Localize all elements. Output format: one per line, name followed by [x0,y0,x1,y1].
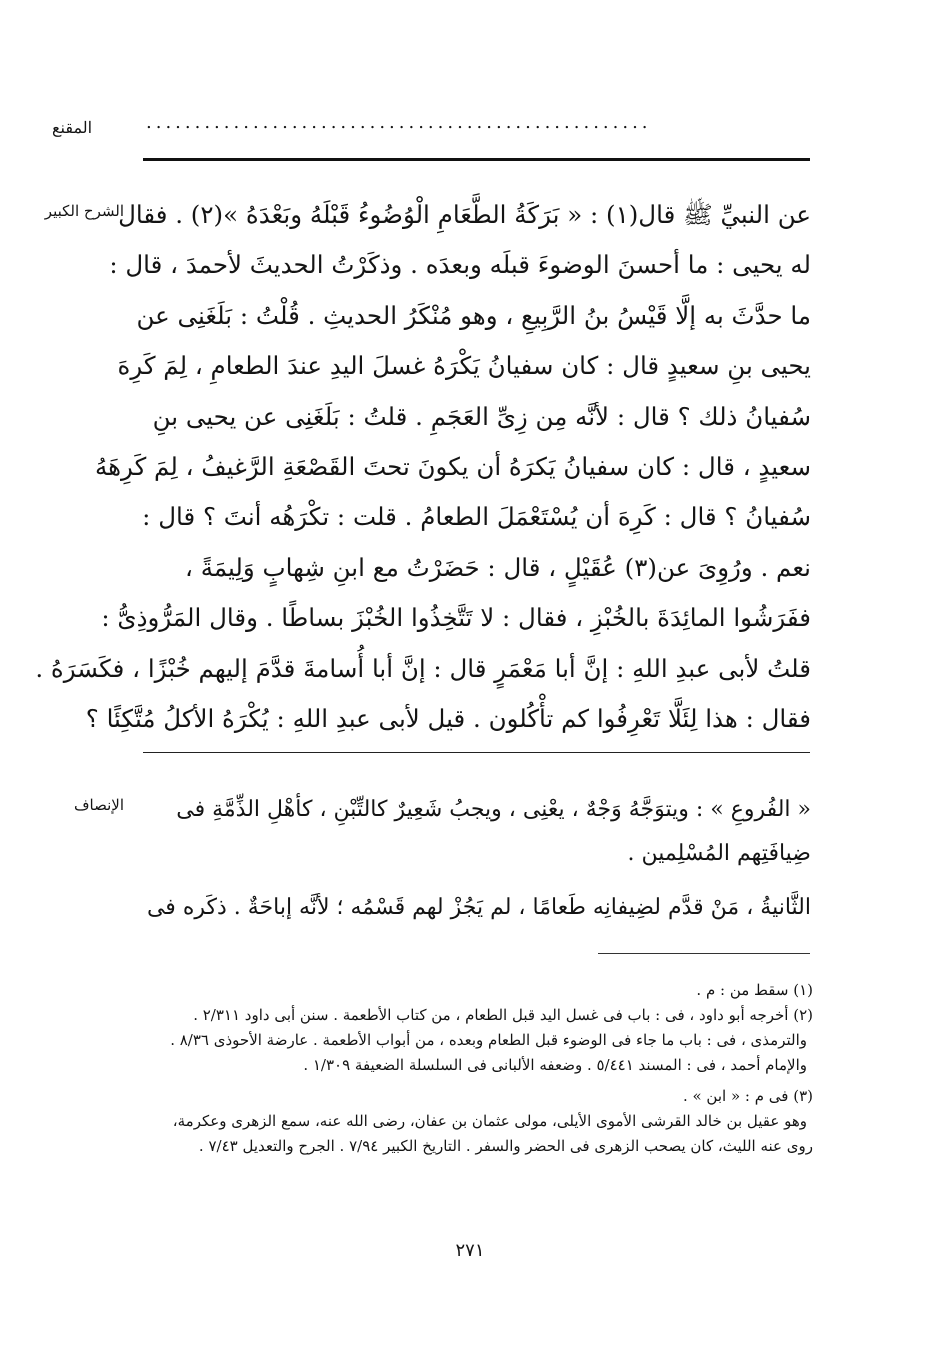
side-label-insaf: الإنصاف [73,796,124,814]
sharh-line: ما حدَّثَ به إلَّا قَيْسُ بنُ الرَّبِيعِ ، وهو مُنْكَرُ الحديثِ . قُلْتُ : بَلَغَنِى عن [136,300,811,330]
sharh-line: سُفيانُ ذلك ؟ قال : لأنَّه مِن زِىِّ العَجَمِ . قلتُ : بَلَغَنِى عن يحيى بنِ [152,401,811,431]
sharh-line: يحيى بنِ سعيدٍ قال : كان سفيانُ يَكْرَهُ غسلَ اليدِ عندَ الطعامِ ، لِمَ كَرِهَ [117,351,811,381]
insaf-body [143,788,811,876]
side-label-sharh: الشرح الكبير [44,202,124,220]
insaf-paragraph-2 [143,886,811,930]
sharh-line: عن النبيِّ ﷺ قال(١) : « بَرَكَةُ الطَّعَامِ الْوُضُوءُ قَبْلَهُ وبَعْدَهُ »(٢) . فقال [118,200,811,229]
running-header-title: المقنع [52,118,93,137]
footnote-3-cont: روى عنه الليث، كان يصحب الزهرى فى الحضر والسفر . التاريخ الكبير ٧/٩٤ . الجرح والتعديل ٧/٤٣ . [198,1137,813,1155]
header-rule [143,158,810,161]
section-divider [143,752,810,753]
insaf-line: الثَّانيةُ ، مَنْ قدَّم لضِيفانِه طَعامًا ، لم يَجُزْ لهم قَسْمُه ؛ لأنَّه إباحَةٌ . ذكَره فى [146,895,811,920]
insaf-line: « الفُروعِ » : ويتوَجَّهُ وَجْهٌ ، يعْنِى ، ويجبُ شَعِيرٌ كالتِّبْنِ ، كأهْلِ الذِّمَّةِ فى [176,797,811,822]
footnote-3: (٣) فى م : « ابن » . [682,1087,813,1105]
footnote-rule [598,953,810,954]
footnotes [130,978,813,1159]
sharh-line: نعم . ورُوِىَ عن(٣) عُقَيْلٍ ، قال : حَضَرْتُ مع ابنِ شِهابٍ وَلِيمَةً ، [185,552,811,582]
footnote-1: (١) سقط من : م . [696,981,813,999]
footnote-2-cont: والإمام أحمد ، فى : المسند ٥/٤٤١ . وضعفه الألبانى فى السلسلة الضعيفة ١/٣٠٩ . [303,1056,807,1074]
footnote-3-cont: وهو عقيل بن خالد القرشى الأموى الأيلى، مولى عثمان بن عفان، رضى الله عنه، سمع الزهرى وعكرمة، [172,1112,807,1130]
sharh-line: قلتُ لأبى عبدِ اللهِ : إنَّ أبا مَعْمَرٍ قال : إنَّ أبا أُسامةَ قدَّمَ إليهم خُبْزًا ، فكَسَرَهُ . [35,653,811,683]
footnote-2-cont: والترمذى ، فى : باب ما جاء فى الوضوء قبل الطعام وبعده ، من أبواب الأطعمة . عارضة الأحوذى ٨/٣٦ . [170,1031,807,1049]
sharh-line: ففَرَشُوا المائِدَةَ بالخُبْزِ ، فقال : لا تَتَّخِذُوا الخُبْزَ بساطًا . وقال المَرُّوذِىُّ : [101,603,811,633]
running-header-dots: .................................................... [146,112,652,133]
sharh-line: سعيدٍ ، قال : كان سفيانُ يَكرَهُ أن يكونَ تحتَ القَصْعَةِ الرَّغيفُ ، لِمَ كَرِهَهُ [95,451,811,481]
footnote-2: (٢) أخرجه أبو داود ، فى : باب فى غسل اليد قبل الطعام ، من كتاب الأطعمة . سنن أبى داود ٢/٣١١ . [193,1006,813,1024]
sharh-line: سُفيانُ ؟ قال : كَرِهَ أن يُسْتَعْمَلَ الطعامُ . قلت : تكْرَهُه أنتَ ؟ قال : [142,502,811,532]
page-number: ٢٧١ [455,1240,485,1261]
sharh-line: فقال : هذا لِئَلَّا تَعْرِفُوا كم تأْكُلون . قيل لأبى عبدِ اللهِ : يُكْرَهُ الأكلُ مُتَّكِئًا ؟ [85,703,811,733]
sharh-line: له يحيى : ما أحسنَ الوضوءَ قبلَه وبعدَه . وذكَرْتُ الحديثَ لأحمدَ ، قال : [109,250,811,280]
insaf-line: ضِيافَتِهم المُسْلِمين . [627,841,811,866]
